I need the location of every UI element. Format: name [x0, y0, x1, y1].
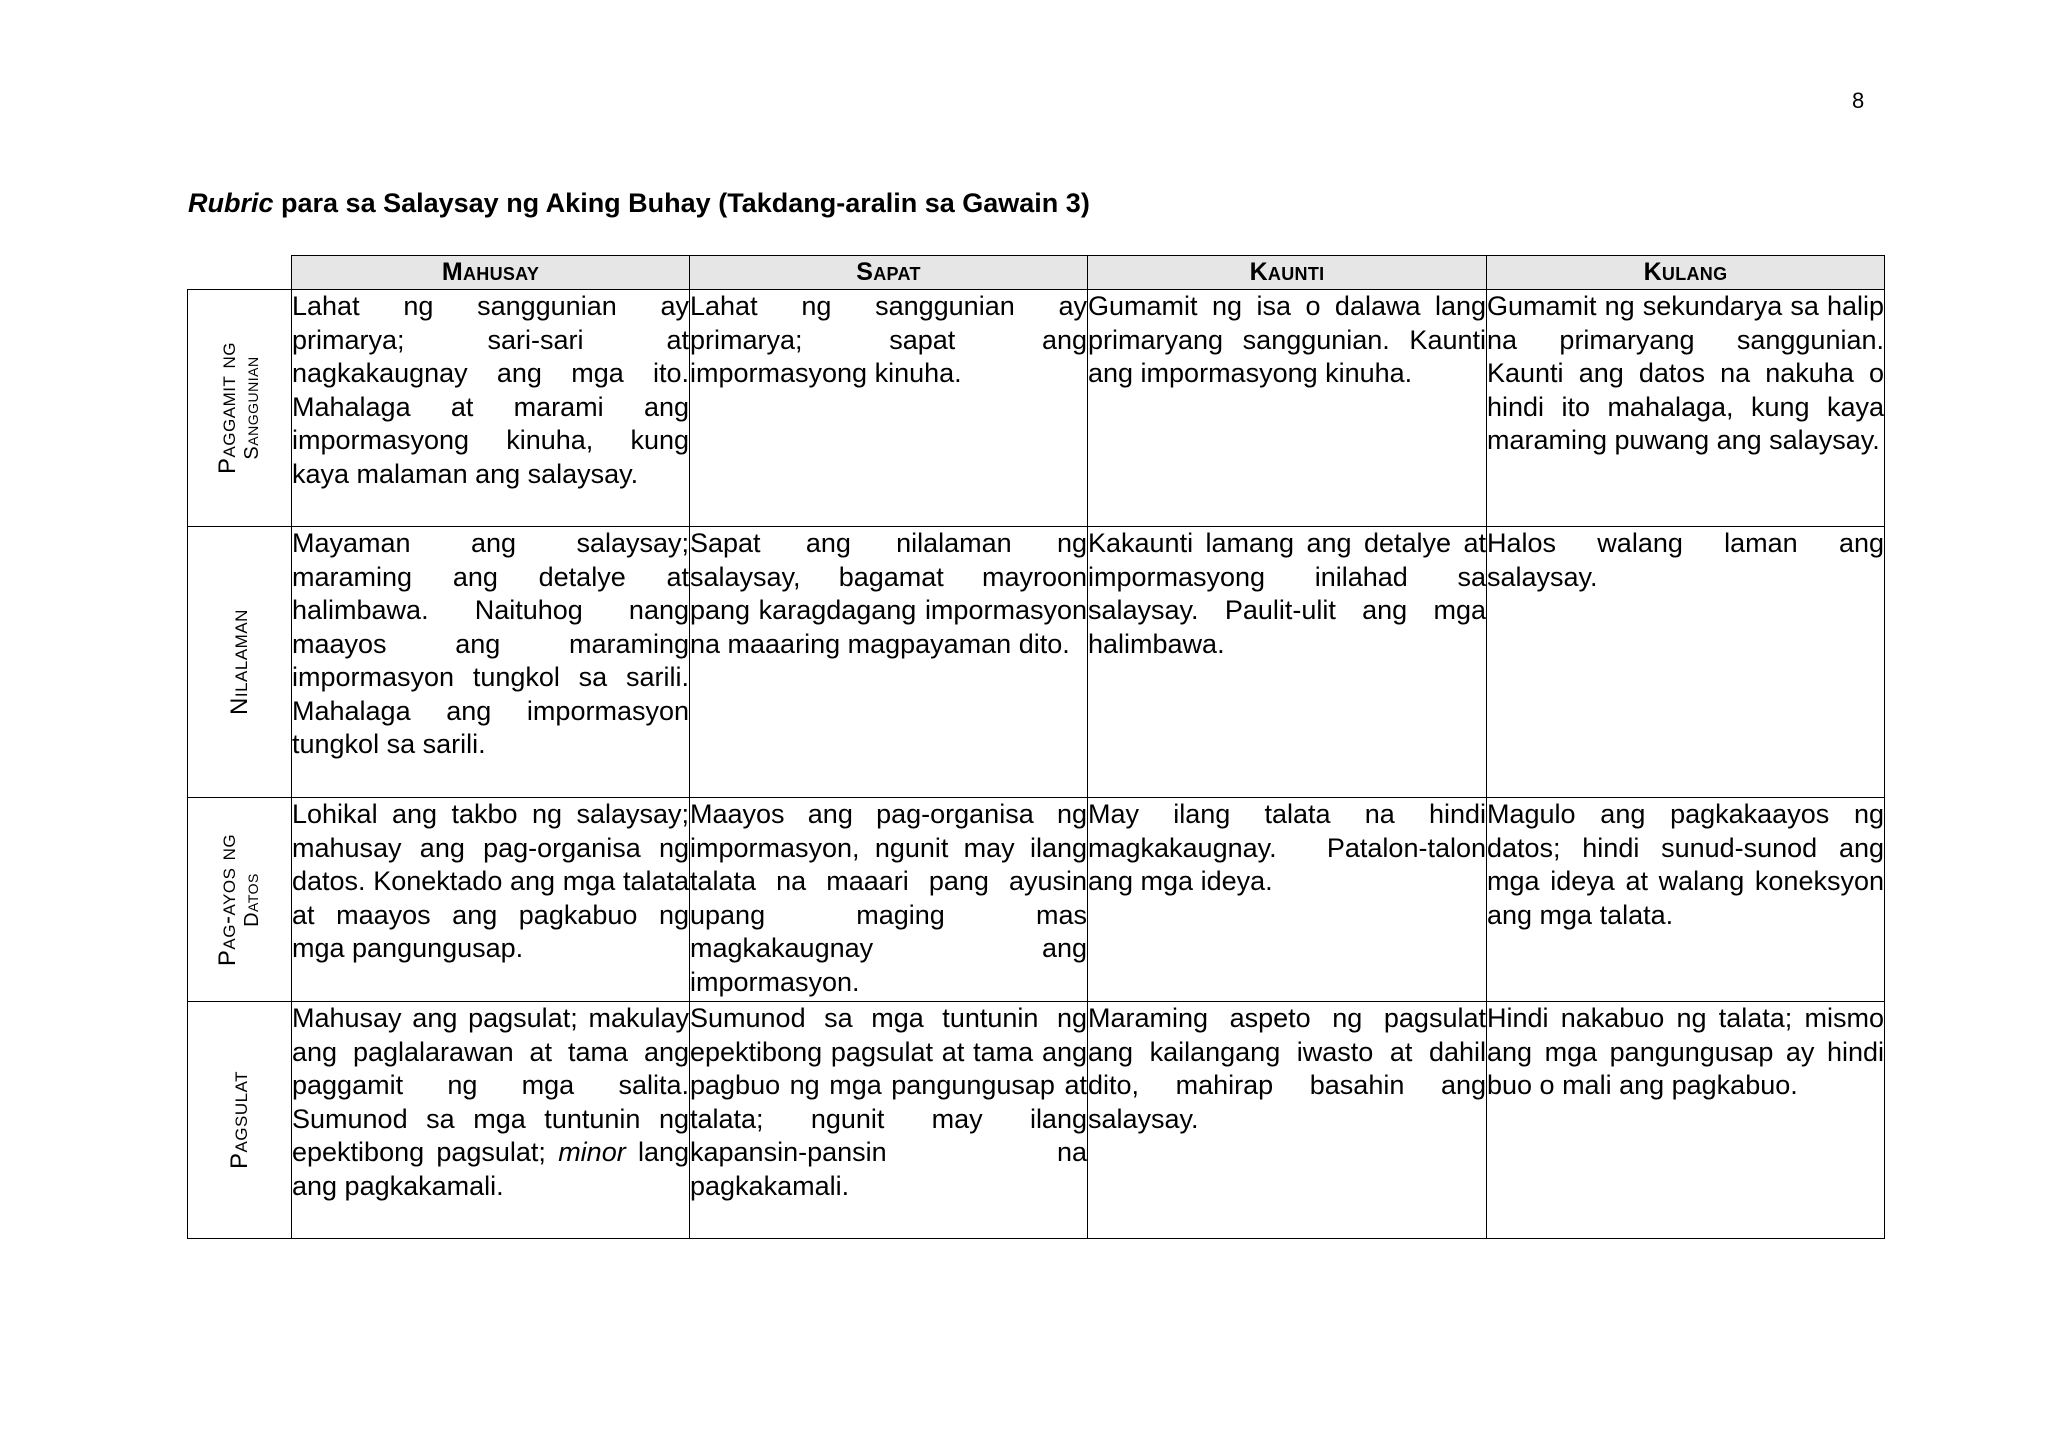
- rubric-cell: Sumunod sa mga tuntunin ng epektibong pagsulat at tama ang pagbuo ng mga pangungusap at talata; ngunit may ilang kapansin-pansin na pagkakamali.: [690, 1002, 1088, 1239]
- criterion-label-line1: Nilalaman: [225, 609, 253, 715]
- criterion-label-line2: Datos: [240, 872, 263, 927]
- criterion-cell-pagsulat: [188, 1002, 292, 1239]
- rubric-cell: Gumamit ng isa o dalawa lang primaryang sanggunian. Kaunti ang impormasyong kinuha.: [1088, 290, 1487, 527]
- criterion-label-line2: Sanggunian: [240, 356, 263, 460]
- criterion-label-line1: Paggamit ng: [213, 341, 241, 475]
- level-header-mahusay: Mahusay: [292, 256, 690, 290]
- level-header-kaunti: Kaunti: [1088, 256, 1487, 290]
- rubric-cell: Lohikal ang takbo ng salaysay; mahusay ang pag-organisa ng datos. Konektado ang mga talata at maayos ang pagkabuo ng mga pangungusap.: [292, 798, 690, 1002]
- rubric-cell: Maraming aspeto ng pagsulat ang kailangang iwasto at dahil dito, mahirap basahin ang salaysay.: [1088, 1002, 1487, 1239]
- criterion-cell-pag-ayos-ng-datos: [188, 798, 292, 1002]
- rubric-cell: Mayaman ang salaysay; maraming ang detalye at halimbawa. Naituhog nang maayos ang maraming impormasyon tungkol sa sarili. Mahalaga ang impormasyon tungkol sa sarili.: [292, 527, 690, 798]
- rubric-cell: Lahat ng sanggunian ay primarya; sapat ang impormasyong kinuha.: [690, 290, 1088, 527]
- rubric-cell: Gumamit ng sekundarya sa halip na primaryang sanggunian. Kaunti ang datos na nakuha o hindi ito mahalaga, kung kaya maraming puwang ang salaysay.: [1487, 290, 1885, 527]
- criterion-cell-paggamit-ng-sanggunian: [188, 290, 292, 527]
- rubric-cell-italic-word: minor: [558, 1137, 626, 1167]
- title-italic-word: Rubric: [188, 188, 274, 218]
- rubric-cell: Halos walang laman ang salaysay.: [1487, 527, 1885, 798]
- rubric-row-pagsulat: [188, 1002, 1885, 1239]
- page-number: 8: [1852, 88, 1865, 113]
- rubric-cell: May ilang talata na hindi magkakaugnay. Patalon-talon ang mga ideya.: [1088, 798, 1487, 1002]
- corner-cell: [188, 256, 292, 290]
- criterion-label: [225, 609, 253, 715]
- rubric-cell-text-tail: lang ang pagkakamali.: [292, 1137, 689, 1201]
- rubric-cell-text: Mahusay ang pagsulat; makulay ang paglalarawan at tama ang paggamit ng mga salita. Sumunod sa mga tuntunin ng epektibong pagsulat;: [292, 1003, 689, 1167]
- level-header-sapat: Sapat: [690, 256, 1088, 290]
- criterion-label: [213, 833, 264, 966]
- criterion-cell-nilalaman: [188, 527, 292, 798]
- rubric-cell: Magulo ang pagkakaayos ng datos; hindi sunud-sunod ang mga ideya at walang koneksyon ang mga talata.: [1487, 798, 1885, 1002]
- rubric-row-pag-ayos-ng-datos: [188, 798, 1885, 1002]
- rubric-row-paggamit-ng-sanggunian: [188, 290, 1885, 527]
- rubric-table: [187, 255, 1885, 1239]
- rubric-cell: Maayos ang pag-organisa ng impormasyon, ngunit may ilang talata na maaari pang ayusin upang maging mas magkakaugnay ang impormasyon.: [690, 798, 1088, 1002]
- rubric-cell: Lahat ng sanggunian ay primarya; sari-sari at nagkakaugnay ang mga ito. Mahalaga at marami ang impormasyong kinuha, kung kaya malaman ang salaysay.: [292, 290, 690, 527]
- rubric-cell: [292, 1002, 690, 1239]
- rubric-row-nilalaman: [188, 527, 1885, 798]
- criterion-label: [225, 1070, 253, 1170]
- document-title: [188, 188, 1090, 219]
- rubric-cell: Kakaunti lamang ang detalye at impormasyong inilahad sa salaysay. Paulit-ulit ang mga halimbawa.: [1088, 527, 1487, 798]
- title-text: para sa Salaysay ng Aking Buhay (Takdang-aralin sa Gawain 3): [273, 188, 1090, 218]
- level-header-kulang: Kulang: [1487, 256, 1885, 290]
- rubric-cell: Hindi nakabuo ng talata; mismo ang mga pangungusap ay hindi buo o mali ang pagkabuo.: [1487, 1002, 1885, 1239]
- criterion-label-line1: Pagsulat: [225, 1070, 253, 1170]
- rubric-header-row: [188, 256, 1885, 290]
- criterion-label: [213, 341, 264, 475]
- rubric-cell: Sapat ang nilalaman ng salaysay, bagamat mayroon pang karagdagang impormasyon na maaaring magpayaman dito.: [690, 527, 1088, 798]
- criterion-label-line1: Pag-ayos ng: [213, 833, 241, 966]
